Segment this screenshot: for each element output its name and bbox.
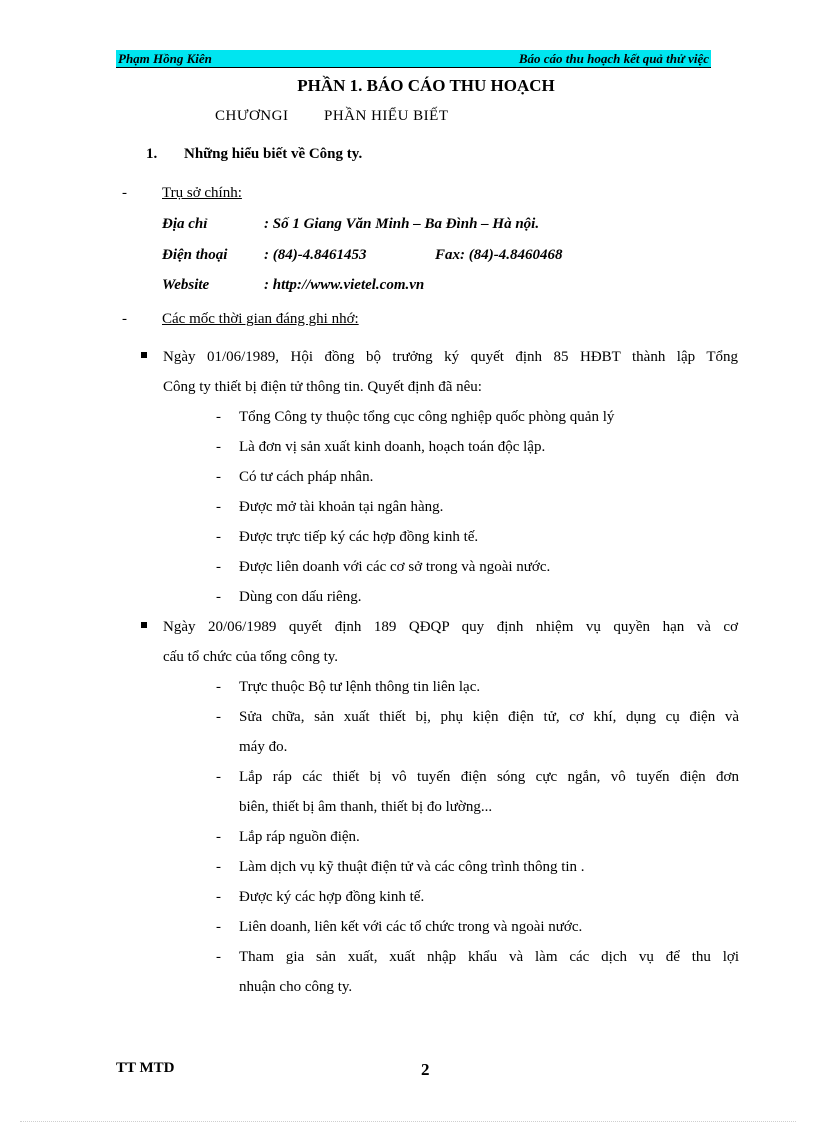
dash-marker: -	[216, 679, 221, 695]
list-item-line: Sửa chữa, sản xuất thiết bị, phụ kiện điện tử, cơ khí, dụng cụ điện và	[239, 709, 739, 725]
list-item: Được mở tài khoản tại ngân hàng.	[239, 499, 444, 515]
list-item	[239, 762, 739, 822]
dash-marker: -	[216, 949, 221, 965]
address-value: : Số 1 Giang Văn Minh – Ba Đình – Hà nội.	[264, 216, 540, 232]
list-item-line: Lắp ráp các thiết bị vô tuyến điện sóng cực ngắn, vô tuyến điện đơn	[239, 769, 739, 785]
list-item	[239, 702, 739, 762]
list-item-line: máy đo.	[239, 739, 288, 755]
headquarters-label: Trụ sở chính:	[162, 185, 242, 201]
list-item: Liên doanh, liên kết với các tổ chức trong và ngoài nước.	[239, 919, 583, 935]
chapter-name: PHẦN HIỂU BIẾT	[324, 108, 449, 124]
footer-label: TT MTD	[116, 1060, 175, 1076]
list-item: Có tư cách pháp nhân.	[239, 469, 374, 485]
page-number: 2	[421, 1060, 430, 1079]
dash-marker: -	[216, 859, 221, 875]
list-item	[239, 942, 739, 1002]
dash-marker: -	[216, 589, 221, 605]
dash-marker: -	[216, 709, 221, 725]
list-item: Lắp ráp nguồn điện.	[239, 829, 360, 845]
dash-marker: -	[216, 469, 221, 485]
list-item-line: nhuận cho công ty.	[239, 979, 353, 995]
dash-marker: -	[216, 889, 221, 905]
list-item: Trực thuộc Bộ tư lệnh thông tin liên lạc.	[239, 679, 481, 695]
dash-marker: -	[216, 529, 221, 545]
square-bullet-icon	[141, 622, 147, 628]
chapter-label: CHƯƠNGI	[215, 108, 289, 124]
part-title: PHẦN 1. BÁO CÁO THU HOẠCH	[297, 76, 555, 95]
paragraph-line: Công ty thiết bị điện tử thông tin. Quyết định đã nêu:	[163, 379, 482, 395]
dash-marker: -	[216, 499, 221, 515]
dash-marker: -	[122, 311, 127, 327]
list-item-line: Tham gia sản xuất, xuất nhập khẩu và làm các dịch vụ để thu lợi	[239, 949, 739, 965]
list-item: Được ký các hợp đồng kinh tế.	[239, 889, 425, 905]
header-rule	[116, 67, 711, 68]
milestones-label: Các mốc thời gian đáng ghi nhớ:	[162, 311, 359, 327]
address-key: Địa chỉ	[162, 216, 208, 232]
dash-marker: -	[216, 919, 221, 935]
fax-value: Fax: (84)-4.8460468	[435, 247, 563, 263]
phone-value: : (84)-4.8461453	[264, 247, 367, 263]
paragraph-line: Ngày 20/06/1989 quyết định 189 QĐQP quy định nhiệm vụ quyền hạn và cơ	[163, 619, 738, 635]
section-number: 1.	[146, 146, 158, 162]
paragraph-line: Ngày 01/06/1989, Hội đồng bộ trưởng ký quyết định 85 HĐBT thành lập Tổng	[163, 349, 738, 365]
list-item: Được liên doanh với các cơ sở trong và ngoài nước.	[239, 559, 551, 575]
list-item-line: biên, thiết bị âm thanh, thiết bị đo lường...	[239, 799, 493, 815]
dash-marker: -	[216, 409, 221, 425]
header-report-title: Báo cáo thu hoạch kết quả thử việc	[518, 51, 709, 66]
phone-key: Điện thoại	[162, 247, 228, 263]
list-item: Làm dịch vụ kỹ thuật điện tử và các công trình thông tin .	[239, 859, 585, 875]
milestone-paragraph-2	[163, 612, 738, 672]
page-header	[116, 50, 711, 67]
header-author: Phạm Hồng Kiên	[118, 51, 212, 66]
list-item: Được trực tiếp ký các hợp đồng kinh tế.	[239, 529, 479, 545]
dash-marker: -	[216, 829, 221, 845]
dash-marker: -	[216, 439, 221, 455]
section-heading	[146, 146, 362, 163]
website-key: Website	[162, 277, 210, 293]
section-title: Những hiểu biết về Công ty.	[184, 146, 363, 162]
list-item: Dùng con dấu riêng.	[239, 589, 362, 605]
website-value: : http://www.vietel.com.vn	[264, 277, 425, 293]
milestone-paragraph-1	[163, 342, 738, 402]
square-bullet-icon	[141, 352, 147, 358]
dash-marker: -	[216, 769, 221, 785]
dash-marker: -	[216, 559, 221, 575]
list-item: Là đơn vị sản xuất kinh doanh, hoạch toán độc lập.	[239, 439, 546, 455]
list-item: Tổng Công ty thuộc tổng cục công nghiệp quốc phòng quản lý	[239, 409, 615, 425]
page-bottom-divider	[20, 1121, 796, 1122]
dash-marker: -	[122, 185, 127, 201]
paragraph-line: cấu tổ chức của tổng công ty.	[163, 649, 339, 665]
